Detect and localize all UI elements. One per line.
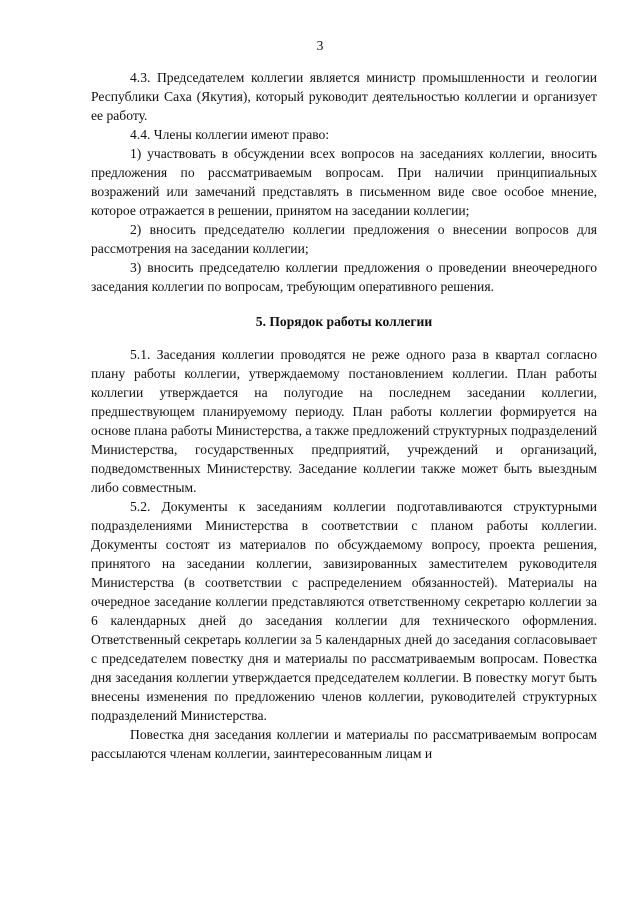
paragraph-agenda: Повестка дня заседания коллегии и материалы по рассматриваемым вопросам рассылаются членам коллегии, заинтересованным лицам и xyxy=(91,727,597,761)
page-number: 3 xyxy=(316,38,324,53)
paragraph-4-3: 4.3. Председателем коллегии является министр промышленности и геологии Республики Саха (Якутия), который руководит деятельностью коллегии и организует ее работу. xyxy=(91,70,597,123)
paragraph-4-4: 4.4. Члены коллегии имеют право: xyxy=(130,127,330,142)
paragraph-5-1: 5.1. Заседания коллегии проводятся не реже одного раза в квартал согласно плану работы коллегии, утверждаемому постановлением коллегии. План работы коллегии утверждается на полугодие на последнем заседании коллегии, предшествующем планируемому периоду. План работы коллегии формируется на основе плана работы Министерства, а также предложений структурных подразделений Министерства, государственных предприятий, учреждений и организаций, подведомственных Министерству. Заседание коллегии также может быть выездным либо совместным. xyxy=(91,347,597,495)
list-item-right-3: 3) вносить председателю коллегии предложения о проведении внеочередного заседания коллегии по вопросам, требующим оперативного решения. xyxy=(91,260,597,294)
document-body xyxy=(91,68,597,763)
list-item-right-2: 2) вносить председателю коллегии предложения о внесении вопросов для рассмотрения на заседании коллегии; xyxy=(91,222,597,256)
section-heading: 5. Порядок работы коллегии xyxy=(255,314,433,329)
list-item-right-1: 1) участвовать в обсуждении всех вопросов на заседаниях коллегии, вносить предложения по рассматриваемым вопросам. При наличии принципиальных возражений или замечаний представлять в письменном виде свое особое мнение, которое отражается в решении, принятом на заседании коллегии; xyxy=(91,146,597,218)
paragraph-5-2: 5.2. Документы к заседаниям коллегии подготавливаются структурными подразделениями Министерства в соответствии с планом работы коллегии. Документы состоят из материалов по обсуждаемому вопросу, проекта решения, принятого на заседании коллегии, завизированных заместителем руководителя Министерства (в соответствии с распределением обязанностей). Материалы на очередное заседание коллегии представляются ответственному секретарю коллегии за 6 календарных дней до заседания коллегии для технического оформления. Ответственный секретарь коллегии за 5 календарных дней до заседания согласовывает с председателем повестку дня и материалы по рассматриваемым вопросам. Повестка дня заседания коллегии утверждается председателем коллегии. В повестку могут быть внесены изменения по предложению членов коллегии, руководителей структурных подразделений Министерства. xyxy=(91,499,597,723)
